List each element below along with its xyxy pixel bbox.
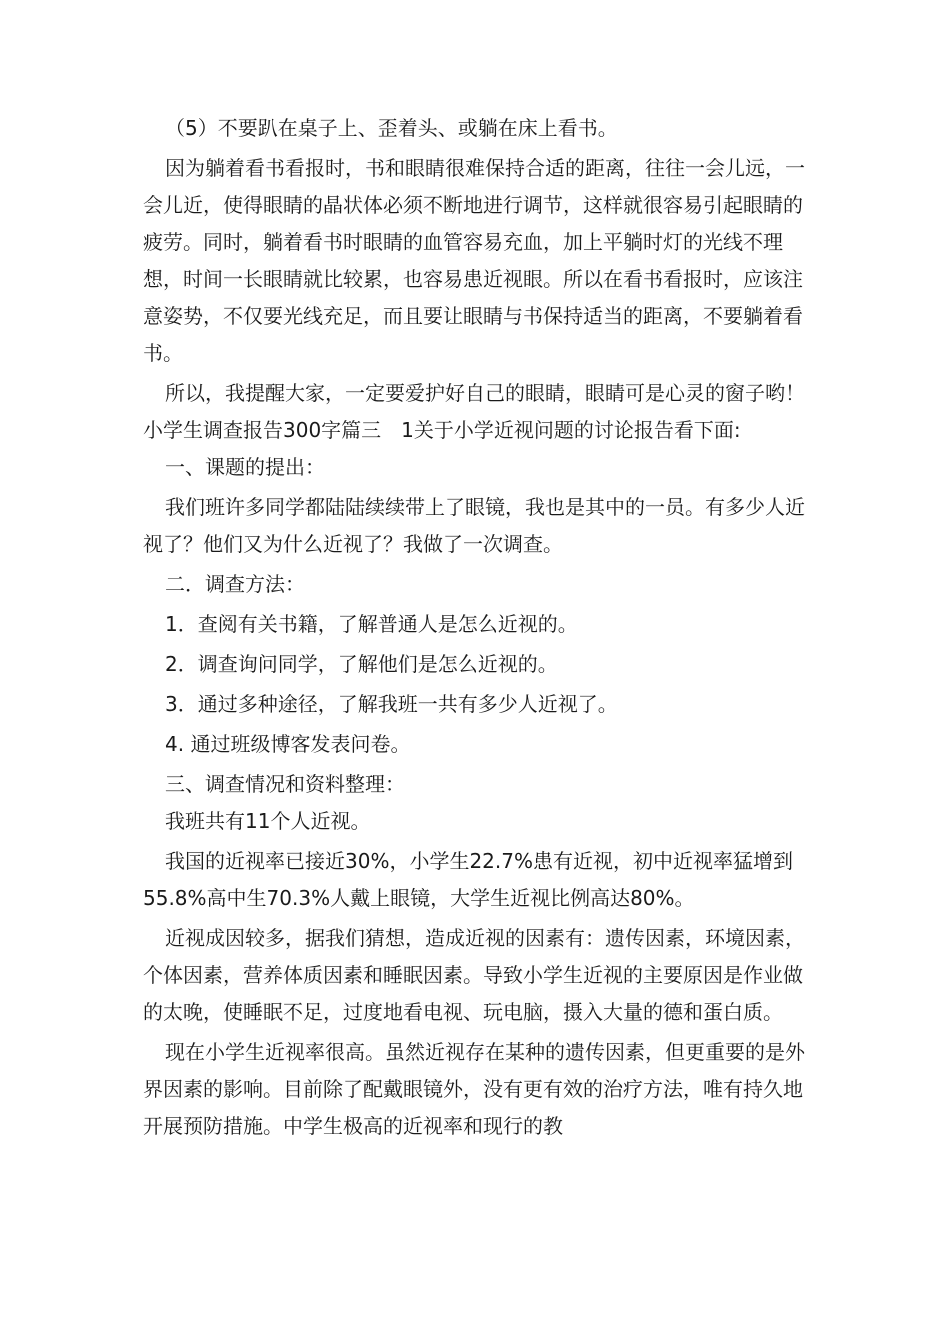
paragraph-lying-reading: 因为躺着看书看报时，书和眼睛很难保持合适的距离，往往一会儿远，一会儿近，使得眼睛的晶状体必须不断地进行调节，这样就很容易引起眼睛的疲劳。同时，躺着看书时眼睛的血管容易充血，加上平躺时灯的光线不理想，时间一长眼睛就比较累，也容易患近视眼。所以在看书看报时，应该注意姿势，不仅要光线充足，而且要让眼睛与书保持适当的距离，不要躺着看书。: [143, 156, 805, 365]
paragraph-item-5: （5）不要趴在桌子上、歪着头、或躺在床上看书。: [165, 116, 618, 140]
method-item-2: 2．调查询问同学，了解他们是怎么近视的。: [165, 652, 558, 676]
heading-survey-results: 三、调查情况和资料整理：: [165, 772, 405, 796]
document-body: [143, 110, 813, 1145]
paragraph-class-count: 我班共有11个人近视。: [165, 809, 371, 833]
paragraph-national-rate: 我国的近视率已接近30%，小学生22.7%患有近视，初中近视率猛增到55.8%高中生70.3%人戴上眼镜，大学生近视比例高达80%。: [143, 849, 793, 910]
paragraph-causes: 近视成因较多，据我们猜想，造成近视的因素有：遗传因素，环境因素，个体因素，营养体质因素和睡眠因素。导致小学生近视的主要原因是作业做的太晚，使睡眠不足，过度地看电视、玩电脑，摄入大量的德和蛋白质。: [143, 926, 805, 1024]
heading-survey-method: 二．调查方法：: [165, 572, 305, 596]
method-item-4: 4. 通过班级博客发表问卷。: [165, 732, 411, 756]
method-item-3: 3．通过多种途径，了解我班一共有多少人近视了。: [165, 692, 618, 716]
heading-topic-raised: 一、课题的提出：: [165, 455, 325, 479]
paragraph-prevention: 现在小学生近视率很高。虽然近视存在某种的遗传因素，但更重要的是外界因素的影响。目前除了配戴眼镜外，没有更有效的治疗方法，唯有持久地开展预防措施。中学生极高的近视率和现行的教: [143, 1040, 805, 1138]
section-heading-report-three: 小学生调查报告300字篇三 1关于小学近视问题的讨论报告看下面:: [143, 418, 741, 442]
paragraph-reminder: 所以，我提醒大家，一定要爱护好自己的眼睛，眼睛可是心灵的窗子哟！: [165, 381, 805, 405]
method-item-1: 1．查阅有关书籍，了解普通人是怎么近视的。: [165, 612, 578, 636]
paragraph-class-glasses: 我们班许多同学都陆陆续续带上了眼镜，我也是其中的一员。有多少人近视了？他们又为什么近视了？我做了一次调查。: [143, 495, 805, 556]
